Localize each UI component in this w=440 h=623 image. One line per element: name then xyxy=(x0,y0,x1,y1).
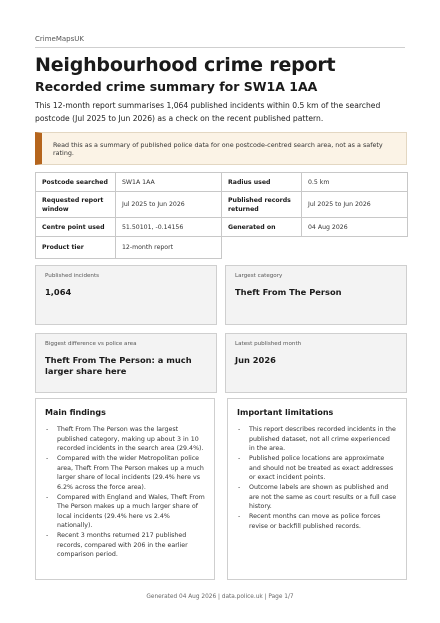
page-subtitle: Recorded crime summary for SW1A 1AA xyxy=(35,79,318,94)
radius-label: Radius used xyxy=(222,173,302,192)
stat-card-value: Jun 2026 xyxy=(235,355,276,365)
header-divider xyxy=(35,47,405,48)
postcode-value: SW1A 1AA xyxy=(116,173,222,192)
list-item: - Recent months can move as police forces revise or backfill published records. xyxy=(237,512,397,531)
list-item: - This report describes recorded incidents in the published dataset, not all crime experienced in the area. xyxy=(237,425,397,454)
requested-window-label: Requested report window xyxy=(36,192,116,218)
stat-card-label: Largest category xyxy=(235,273,283,279)
list-item: - Published police locations are approximate and should not be treated as exact addresses or exact incident points. xyxy=(237,454,397,483)
main-findings-list xyxy=(45,425,205,560)
table-row xyxy=(36,237,408,259)
postcode-label: Postcode searched xyxy=(36,173,116,192)
generated-on-label: Generated on xyxy=(222,218,302,237)
notice-text: Read this as a summary of published police data for one postcode-centred search area, not as a safety rating. xyxy=(53,141,383,157)
stat-card-biggest-difference xyxy=(35,333,217,393)
list-item: - Recent 3 months returned 217 published records, compared with 206 in the earlier comparison period. xyxy=(45,531,205,560)
intro-paragraph: This 12-month report summarises 1,064 published incidents within 0.5 km of the searched postcode (Jul 2025 to Jun 2026) as a check on the recent published pattern. xyxy=(35,101,381,123)
centre-point-label: Centre point used xyxy=(36,218,116,237)
stat-card-value: Theft From The Person xyxy=(235,287,342,297)
stat-card-published-incidents xyxy=(35,265,217,325)
published-records-value: Jul 2025 to Jun 2026 xyxy=(302,192,408,218)
stat-card-label: Latest published month xyxy=(235,341,302,347)
product-tier-label: Product tier xyxy=(36,237,116,259)
published-records-label: Published records returned xyxy=(222,192,302,218)
table-row xyxy=(36,173,408,192)
limitations-panel xyxy=(227,398,407,580)
radius-value: 0.5 km xyxy=(302,173,408,192)
stat-card-value: Theft From The Person: a much larger share here xyxy=(45,355,192,376)
page-title: Neighbourhood crime report xyxy=(35,54,336,76)
report-details-table xyxy=(35,172,408,259)
list-item: - Compared with England and Wales, Theft From The Person makes up a much larger share of local incidents (29.4% here vs 2.4% nationally). xyxy=(45,493,205,531)
main-findings-panel xyxy=(35,398,215,580)
stat-card-latest-month xyxy=(225,333,407,393)
notice-callout xyxy=(35,132,407,165)
generated-on-value: 04 Aug 2026 xyxy=(302,218,408,237)
product-tier-value: 12-month report xyxy=(116,237,222,259)
stat-card-label: Published incidents xyxy=(45,273,100,279)
centre-point-value: 51.50101, -0.14156 xyxy=(116,218,222,237)
table-row xyxy=(36,218,408,237)
list-item: - Theft From The Person was the largest published category, making up about 3 in 10 recorded incidents in the search area (29.4%). xyxy=(45,425,205,454)
limitations-list xyxy=(237,425,397,531)
stat-card-largest-category xyxy=(225,265,407,325)
stat-card-label: Biggest difference vs police area xyxy=(45,341,137,347)
limitations-title: Important limitations xyxy=(237,408,334,417)
stat-card-value: 1,064 xyxy=(45,287,72,297)
main-findings-title: Main findings xyxy=(45,408,106,417)
page-footer: Generated 04 Aug 2026 | data.police.uk | Page 1/7 xyxy=(146,594,294,600)
requested-window-value: Jul 2025 to Jun 2026 xyxy=(116,192,222,218)
list-item: - Outcome labels are shown as published and are not the same as court results or a full case history. xyxy=(237,483,397,512)
list-item: - Compared with the wider Metropolitan police area, Theft From The Person makes up a much larger share of local incidents (29.4% here vs 6.2% across the force area). xyxy=(45,454,205,492)
brand-name: CrimeMapsUK xyxy=(35,35,84,43)
table-row xyxy=(36,192,408,218)
